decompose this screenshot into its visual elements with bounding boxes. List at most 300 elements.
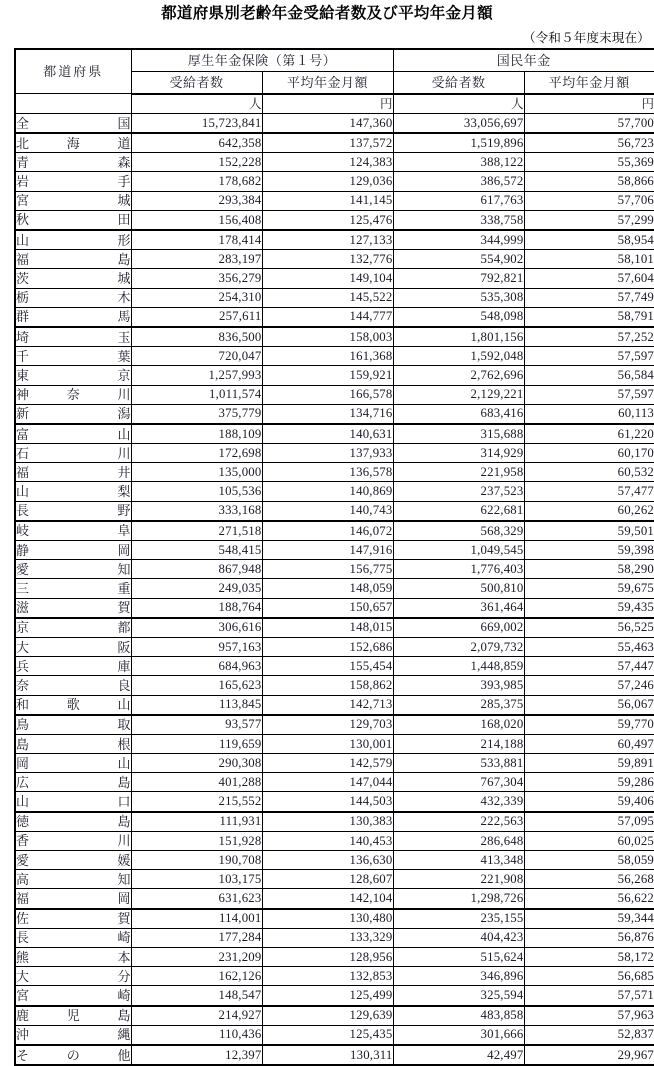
table-row xyxy=(15,812,654,832)
prefecture-label: 鳥 取 xyxy=(16,717,131,733)
kokumin-average-cell: 57,299 xyxy=(524,210,654,230)
prefecture-name-cell xyxy=(15,501,131,521)
prefecture-name-cell xyxy=(15,230,131,250)
prefecture-name-cell xyxy=(15,986,131,1006)
prefecture-label: 宮 崎 xyxy=(16,987,131,1003)
kousei-recipients-cell: 111,931 xyxy=(131,812,262,832)
kousei-recipients-cell: 720,047 xyxy=(131,347,262,366)
prefecture-name-cell xyxy=(15,579,131,598)
table-row xyxy=(15,250,654,269)
kousei-average-cell: 156,775 xyxy=(262,560,393,579)
table-row xyxy=(15,541,654,560)
prefecture-label: 愛 媛 xyxy=(16,852,131,868)
kokumin-recipients-cell: 237,523 xyxy=(393,482,524,501)
kousei-recipients-cell: 1,011,574 xyxy=(131,385,262,404)
table-row xyxy=(15,133,654,153)
prefecture-name-cell xyxy=(15,191,131,210)
kokumin-average-cell: 59,770 xyxy=(524,715,654,735)
kokumin-average-cell: 59,286 xyxy=(524,773,654,792)
table-row xyxy=(15,889,654,909)
kokumin-average-cell: 29,967 xyxy=(524,1045,654,1065)
kousei-recipients-cell: 249,035 xyxy=(131,579,262,598)
table-row xyxy=(15,113,654,133)
prefecture-name-cell xyxy=(15,734,131,753)
prefecture-label: 広 島 xyxy=(16,774,131,790)
prefecture-label: 静 岡 xyxy=(16,542,131,558)
prefecture-name-cell xyxy=(15,366,131,385)
kokumin-recipients-cell: 413,348 xyxy=(393,851,524,870)
prefecture-name-cell xyxy=(15,250,131,269)
kokumin-recipients-cell: 1,448,859 xyxy=(393,657,524,676)
kokumin-recipients-cell: 767,304 xyxy=(393,773,524,792)
kousei-average-cell: 142,579 xyxy=(262,754,393,773)
table-row xyxy=(15,482,654,501)
kousei-average-cell: 136,578 xyxy=(262,463,393,482)
kousei-average-cell: 141,145 xyxy=(262,191,393,210)
table-row xyxy=(15,676,654,695)
kousei-recipients-cell: 283,197 xyxy=(131,250,262,269)
prefecture-label: 長 崎 xyxy=(16,930,131,946)
table-row xyxy=(15,307,654,327)
header-row-groups xyxy=(15,49,654,72)
kokumin-average-cell: 57,706 xyxy=(524,191,654,210)
column-header-kokumin-recipients: 受給者数 xyxy=(393,71,524,94)
table-row xyxy=(15,851,654,870)
prefecture-label: 山 口 xyxy=(16,794,131,810)
table-row xyxy=(15,230,654,250)
kousei-average-cell: 130,311 xyxy=(262,1045,393,1065)
table-row xyxy=(15,347,654,366)
kokumin-average-cell: 56,723 xyxy=(524,133,654,153)
prefecture-label: 神 奈 川 xyxy=(16,387,131,403)
prefecture-name-cell xyxy=(15,773,131,792)
table-row xyxy=(15,754,654,773)
kokumin-average-cell: 56,876 xyxy=(524,928,654,947)
kokumin-recipients-cell: 361,464 xyxy=(393,598,524,618)
kousei-recipients-cell: 93,577 xyxy=(131,715,262,735)
prefecture-label: 埼 玉 xyxy=(16,329,131,345)
kokumin-average-cell: 56,584 xyxy=(524,366,654,385)
table-row xyxy=(15,404,654,424)
prefecture-label: 岐 阜 xyxy=(16,523,131,539)
kokumin-recipients-cell: 338,758 xyxy=(393,210,524,230)
kokumin-average-cell: 60,532 xyxy=(524,463,654,482)
prefecture-name-cell xyxy=(15,928,131,947)
kousei-average-cell: 132,776 xyxy=(262,250,393,269)
kokumin-average-cell: 59,344 xyxy=(524,909,654,929)
prefecture-label: 東 京 xyxy=(16,367,131,383)
kousei-recipients-cell: 642,358 xyxy=(131,133,262,153)
kousei-recipients-cell: 271,518 xyxy=(131,521,262,541)
kousei-recipients-cell: 148,547 xyxy=(131,986,262,1006)
prefecture-label: 奈 良 xyxy=(16,677,131,693)
table-row xyxy=(15,501,654,521)
kousei-recipients-cell: 172,698 xyxy=(131,444,262,463)
kokumin-recipients-cell: 622,681 xyxy=(393,501,524,521)
kokumin-recipients-cell: 617,763 xyxy=(393,191,524,210)
prefecture-label: 新 潟 xyxy=(16,406,131,422)
prefecture-name-cell xyxy=(15,812,131,832)
prefecture-label: 茨 城 xyxy=(16,271,131,287)
kokumin-recipients-cell: 500,810 xyxy=(393,579,524,598)
prefecture-label: 青 森 xyxy=(16,154,131,170)
kousei-recipients-cell: 356,279 xyxy=(131,269,262,288)
kousei-average-cell: 147,916 xyxy=(262,541,393,560)
table-header xyxy=(15,49,654,94)
prefecture-name-cell xyxy=(15,715,131,735)
kokumin-recipients-cell: 568,329 xyxy=(393,521,524,541)
pension-statistics-table xyxy=(14,48,654,1066)
prefecture-name-cell xyxy=(15,521,131,541)
prefecture-label: 宮 城 xyxy=(16,193,131,209)
kousei-recipients-cell: 165,623 xyxy=(131,676,262,695)
kokumin-recipients-cell: 344,999 xyxy=(393,230,524,250)
column-header-national-pension: 国民年金 xyxy=(393,49,654,72)
kousei-average-cell: 140,869 xyxy=(262,482,393,501)
column-header-kokumin-average: 平均年金月額 xyxy=(524,71,654,94)
kousei-average-cell: 125,499 xyxy=(262,986,393,1006)
kokumin-recipients-cell: 404,423 xyxy=(393,928,524,947)
kokumin-recipients-cell: 792,821 xyxy=(393,269,524,288)
kokumin-average-cell: 57,749 xyxy=(524,288,654,307)
kousei-average-cell: 127,133 xyxy=(262,230,393,250)
kousei-recipients-cell: 214,927 xyxy=(131,1006,262,1026)
prefecture-label: 栃 木 xyxy=(16,290,131,306)
kousei-recipients-cell: 105,536 xyxy=(131,482,262,501)
prefecture-name-cell xyxy=(15,695,131,715)
kousei-average-cell: 128,956 xyxy=(262,947,393,966)
prefecture-name-cell xyxy=(15,424,131,444)
prefecture-name-cell xyxy=(15,618,131,638)
prefecture-name-cell xyxy=(15,889,131,909)
kokumin-average-cell: 57,597 xyxy=(524,347,654,366)
kokumin-average-cell: 58,954 xyxy=(524,230,654,250)
prefecture-name-cell xyxy=(15,463,131,482)
prefecture-label: そ の 他 xyxy=(16,1047,131,1063)
kokumin-average-cell: 60,262 xyxy=(524,501,654,521)
kokumin-average-cell: 58,290 xyxy=(524,560,654,579)
kokumin-recipients-cell: 325,594 xyxy=(393,986,524,1006)
prefecture-name-cell xyxy=(15,269,131,288)
kokumin-average-cell: 55,463 xyxy=(524,637,654,656)
kokumin-average-cell: 57,571 xyxy=(524,986,654,1006)
prefecture-label: 福 島 xyxy=(16,251,131,267)
table-row xyxy=(15,734,654,753)
kousei-average-cell: 137,933 xyxy=(262,444,393,463)
kokumin-recipients-cell: 168,020 xyxy=(393,715,524,735)
kousei-recipients-cell: 188,109 xyxy=(131,424,262,444)
kousei-average-cell: 130,001 xyxy=(262,734,393,753)
table-row xyxy=(15,986,654,1006)
kousei-recipients-cell: 548,415 xyxy=(131,541,262,560)
prefecture-label: 佐 賀 xyxy=(16,911,131,927)
kokumin-average-cell: 57,447 xyxy=(524,657,654,676)
kokumin-average-cell: 56,622 xyxy=(524,889,654,909)
prefecture-name-cell xyxy=(15,404,131,424)
table-row xyxy=(15,579,654,598)
table-row xyxy=(15,288,654,307)
kokumin-recipients-cell: 286,648 xyxy=(393,831,524,850)
kokumin-recipients-cell: 214,188 xyxy=(393,734,524,753)
table-row xyxy=(15,153,654,172)
kousei-recipients-cell: 151,928 xyxy=(131,831,262,850)
table-row xyxy=(15,172,654,191)
kousei-average-cell: 137,572 xyxy=(262,133,393,153)
column-header-kousei-average: 平均年金月額 xyxy=(262,71,393,94)
kokumin-recipients-cell: 535,308 xyxy=(393,288,524,307)
prefecture-label: 鹿 児 島 xyxy=(16,1008,131,1024)
prefecture-name-cell xyxy=(15,327,131,347)
prefecture-label: 愛 知 xyxy=(16,561,131,577)
table-row xyxy=(15,1025,654,1045)
prefecture-label: 大 分 xyxy=(16,968,131,984)
prefecture-label: 全 国 xyxy=(16,115,131,131)
kokumin-average-cell: 60,113 xyxy=(524,404,654,424)
table-row xyxy=(15,210,654,230)
kousei-recipients-cell: 12,397 xyxy=(131,1045,262,1065)
prefecture-name-cell xyxy=(15,482,131,501)
prefecture-label: 島 根 xyxy=(16,736,131,752)
table-row xyxy=(15,463,654,482)
kousei-average-cell: 128,607 xyxy=(262,870,393,889)
kousei-average-cell: 125,435 xyxy=(262,1025,393,1045)
kokumin-recipients-cell: 669,002 xyxy=(393,618,524,638)
kousei-recipients-cell: 113,845 xyxy=(131,695,262,715)
prefecture-name-cell xyxy=(15,133,131,153)
kokumin-recipients-cell: 554,902 xyxy=(393,250,524,269)
prefecture-name-cell xyxy=(15,347,131,366)
kousei-recipients-cell: 103,175 xyxy=(131,870,262,889)
kokumin-average-cell: 57,252 xyxy=(524,327,654,347)
prefecture-name-cell xyxy=(15,172,131,191)
kokumin-recipients-cell: 301,666 xyxy=(393,1025,524,1045)
prefecture-label: 京 都 xyxy=(16,620,131,636)
kousei-average-cell: 140,743 xyxy=(262,501,393,521)
prefecture-name-cell xyxy=(15,851,131,870)
prefecture-name-cell xyxy=(15,385,131,404)
kokumin-average-cell: 59,501 xyxy=(524,521,654,541)
kousei-recipients-cell: 156,408 xyxy=(131,210,262,230)
table-row xyxy=(15,560,654,579)
kousei-average-cell: 150,657 xyxy=(262,598,393,618)
prefecture-name-cell xyxy=(15,210,131,230)
kokumin-recipients-cell: 1,801,156 xyxy=(393,327,524,347)
kokumin-recipients-cell: 683,416 xyxy=(393,404,524,424)
prefecture-name-cell xyxy=(15,1025,131,1045)
prefecture-label: 長 野 xyxy=(16,503,131,519)
kokumin-average-cell: 60,497 xyxy=(524,734,654,753)
prefecture-label: 秋 田 xyxy=(16,212,131,228)
prefecture-label: 熊 本 xyxy=(16,949,131,965)
kokumin-recipients-cell: 2,079,732 xyxy=(393,637,524,656)
table-row xyxy=(15,695,654,715)
kousei-recipients-cell: 177,284 xyxy=(131,928,262,947)
kousei-recipients-cell: 333,168 xyxy=(131,501,262,521)
units-prefecture-blank xyxy=(15,94,131,114)
prefecture-name-cell xyxy=(15,541,131,560)
kousei-recipients-cell: 162,126 xyxy=(131,967,262,986)
kousei-recipients-cell: 957,163 xyxy=(131,637,262,656)
kokumin-average-cell: 60,025 xyxy=(524,831,654,850)
kokumin-average-cell: 59,891 xyxy=(524,754,654,773)
prefecture-label: 三 重 xyxy=(16,581,131,597)
kousei-recipients-cell: 152,228 xyxy=(131,153,262,172)
kousei-average-cell: 136,630 xyxy=(262,851,393,870)
kokumin-recipients-cell: 285,375 xyxy=(393,695,524,715)
table-row xyxy=(15,637,654,656)
page-title: 都道府県別老齢年金受給者数及び平均年金月額 xyxy=(161,5,493,22)
prefecture-label: 高 知 xyxy=(16,871,131,887)
kousei-average-cell: 125,476 xyxy=(262,210,393,230)
table-row xyxy=(15,947,654,966)
table-row xyxy=(15,618,654,638)
kousei-average-cell: 142,713 xyxy=(262,695,393,715)
table-row xyxy=(15,909,654,929)
kokumin-average-cell: 57,246 xyxy=(524,676,654,695)
kousei-average-cell: 145,522 xyxy=(262,288,393,307)
kokumin-average-cell: 55,369 xyxy=(524,153,654,172)
table-row xyxy=(15,424,654,444)
prefecture-label: 徳 島 xyxy=(16,814,131,830)
kousei-average-cell: 129,036 xyxy=(262,172,393,191)
kousei-recipients-cell: 215,552 xyxy=(131,792,262,812)
kousei-recipients-cell: 867,948 xyxy=(131,560,262,579)
kokumin-average-cell: 58,791 xyxy=(524,307,654,327)
kousei-average-cell: 147,044 xyxy=(262,773,393,792)
kousei-recipients-cell: 114,001 xyxy=(131,909,262,929)
prefecture-label: 沖 縄 xyxy=(16,1027,131,1043)
kokumin-recipients-cell: 1,049,545 xyxy=(393,541,524,560)
prefecture-label: 群 馬 xyxy=(16,309,131,325)
kousei-average-cell: 152,686 xyxy=(262,637,393,656)
kousei-recipients-cell: 290,308 xyxy=(131,754,262,773)
table-row xyxy=(15,444,654,463)
kousei-average-cell: 140,631 xyxy=(262,424,393,444)
kokumin-average-cell: 56,067 xyxy=(524,695,654,715)
kousei-recipients-cell: 188,764 xyxy=(131,598,262,618)
prefecture-label: 和 歌 山 xyxy=(16,697,131,713)
prefecture-label: 山 形 xyxy=(16,232,131,248)
kousei-recipients-cell: 257,611 xyxy=(131,307,262,327)
kousei-recipients-cell: 178,682 xyxy=(131,172,262,191)
prefecture-label: 富 山 xyxy=(16,426,131,442)
unit-kousei-recipients: 人 xyxy=(131,94,262,114)
prefecture-label: 大 阪 xyxy=(16,639,131,655)
prefecture-label: 山 梨 xyxy=(16,484,131,500)
kokumin-average-cell: 56,268 xyxy=(524,870,654,889)
kokumin-average-cell: 60,170 xyxy=(524,444,654,463)
prefecture-name-cell xyxy=(15,792,131,812)
kokumin-average-cell: 56,525 xyxy=(524,618,654,638)
kokumin-average-cell: 61,220 xyxy=(524,424,654,444)
kokumin-average-cell: 57,477 xyxy=(524,482,654,501)
prefecture-name-cell xyxy=(15,657,131,676)
kokumin-average-cell: 58,101 xyxy=(524,250,654,269)
prefecture-name-cell xyxy=(15,947,131,966)
kousei-recipients-cell: 231,209 xyxy=(131,947,262,966)
table-row xyxy=(15,191,654,210)
kokumin-recipients-cell: 515,624 xyxy=(393,947,524,966)
table-row xyxy=(15,521,654,541)
kokumin-recipients-cell: 2,762,696 xyxy=(393,366,524,385)
prefecture-label: 北 海 道 xyxy=(16,135,131,151)
prefecture-label: 福 岡 xyxy=(16,891,131,907)
kokumin-recipients-cell: 386,572 xyxy=(393,172,524,191)
kokumin-average-cell: 59,675 xyxy=(524,579,654,598)
units-row xyxy=(15,94,654,114)
kousei-average-cell: 159,921 xyxy=(262,366,393,385)
kousei-average-cell: 147,360 xyxy=(262,113,393,133)
prefecture-name-cell xyxy=(15,598,131,618)
kousei-average-cell: 155,454 xyxy=(262,657,393,676)
prefecture-label: 香 川 xyxy=(16,833,131,849)
table-row xyxy=(15,715,654,735)
kokumin-recipients-cell: 432,339 xyxy=(393,792,524,812)
kokumin-recipients-cell: 222,563 xyxy=(393,812,524,832)
prefecture-name-cell xyxy=(15,909,131,929)
kousei-recipients-cell: 178,414 xyxy=(131,230,262,250)
kousei-recipients-cell: 110,436 xyxy=(131,1025,262,1045)
kousei-average-cell: 132,853 xyxy=(262,967,393,986)
kousei-average-cell: 124,383 xyxy=(262,153,393,172)
kousei-recipients-cell: 1,257,993 xyxy=(131,366,262,385)
prefecture-name-cell xyxy=(15,967,131,986)
kousei-average-cell: 161,368 xyxy=(262,347,393,366)
kokumin-average-cell: 57,700 xyxy=(524,113,654,133)
prefecture-name-cell xyxy=(15,676,131,695)
unit-kokumin-recipients: 人 xyxy=(393,94,524,114)
table-row xyxy=(15,792,654,812)
kokumin-recipients-cell: 42,497 xyxy=(393,1045,524,1065)
kousei-recipients-cell: 306,616 xyxy=(131,618,262,638)
prefecture-name-cell xyxy=(15,1045,131,1065)
kokumin-recipients-cell: 1,519,896 xyxy=(393,133,524,153)
kousei-average-cell: 149,104 xyxy=(262,269,393,288)
kousei-recipients-cell: 836,500 xyxy=(131,327,262,347)
unit-kokumin-average: 円 xyxy=(524,94,654,114)
prefecture-name-cell xyxy=(15,113,131,133)
kokumin-recipients-cell: 221,908 xyxy=(393,870,524,889)
table-row xyxy=(15,967,654,986)
prefecture-name-cell xyxy=(15,754,131,773)
prefecture-name-cell xyxy=(15,831,131,850)
kousei-recipients-cell: 293,384 xyxy=(131,191,262,210)
kousei-average-cell: 134,716 xyxy=(262,404,393,424)
kokumin-recipients-cell: 315,688 xyxy=(393,424,524,444)
kokumin-recipients-cell: 1,776,403 xyxy=(393,560,524,579)
kokumin-recipients-cell: 2,129,221 xyxy=(393,385,524,404)
kokumin-average-cell: 59,406 xyxy=(524,792,654,812)
kousei-recipients-cell: 375,779 xyxy=(131,404,262,424)
prefecture-label: 兵 庫 xyxy=(16,658,131,674)
kokumin-average-cell: 58,172 xyxy=(524,947,654,966)
kokumin-recipients-cell: 483,858 xyxy=(393,1006,524,1026)
kousei-recipients-cell: 684,963 xyxy=(131,657,262,676)
kousei-average-cell: 129,703 xyxy=(262,715,393,735)
kokumin-average-cell: 52,837 xyxy=(524,1025,654,1045)
kokumin-average-cell: 57,963 xyxy=(524,1006,654,1026)
table-row xyxy=(15,366,654,385)
kousei-average-cell: 166,578 xyxy=(262,385,393,404)
prefecture-label: 岡 山 xyxy=(16,755,131,771)
kousei-average-cell: 130,383 xyxy=(262,812,393,832)
kousei-average-cell: 140,453 xyxy=(262,831,393,850)
prefecture-label: 福 井 xyxy=(16,464,131,480)
kousei-average-cell: 148,059 xyxy=(262,579,393,598)
prefecture-label: 千 葉 xyxy=(16,348,131,364)
table-row xyxy=(15,327,654,347)
kokumin-average-cell: 57,604 xyxy=(524,269,654,288)
